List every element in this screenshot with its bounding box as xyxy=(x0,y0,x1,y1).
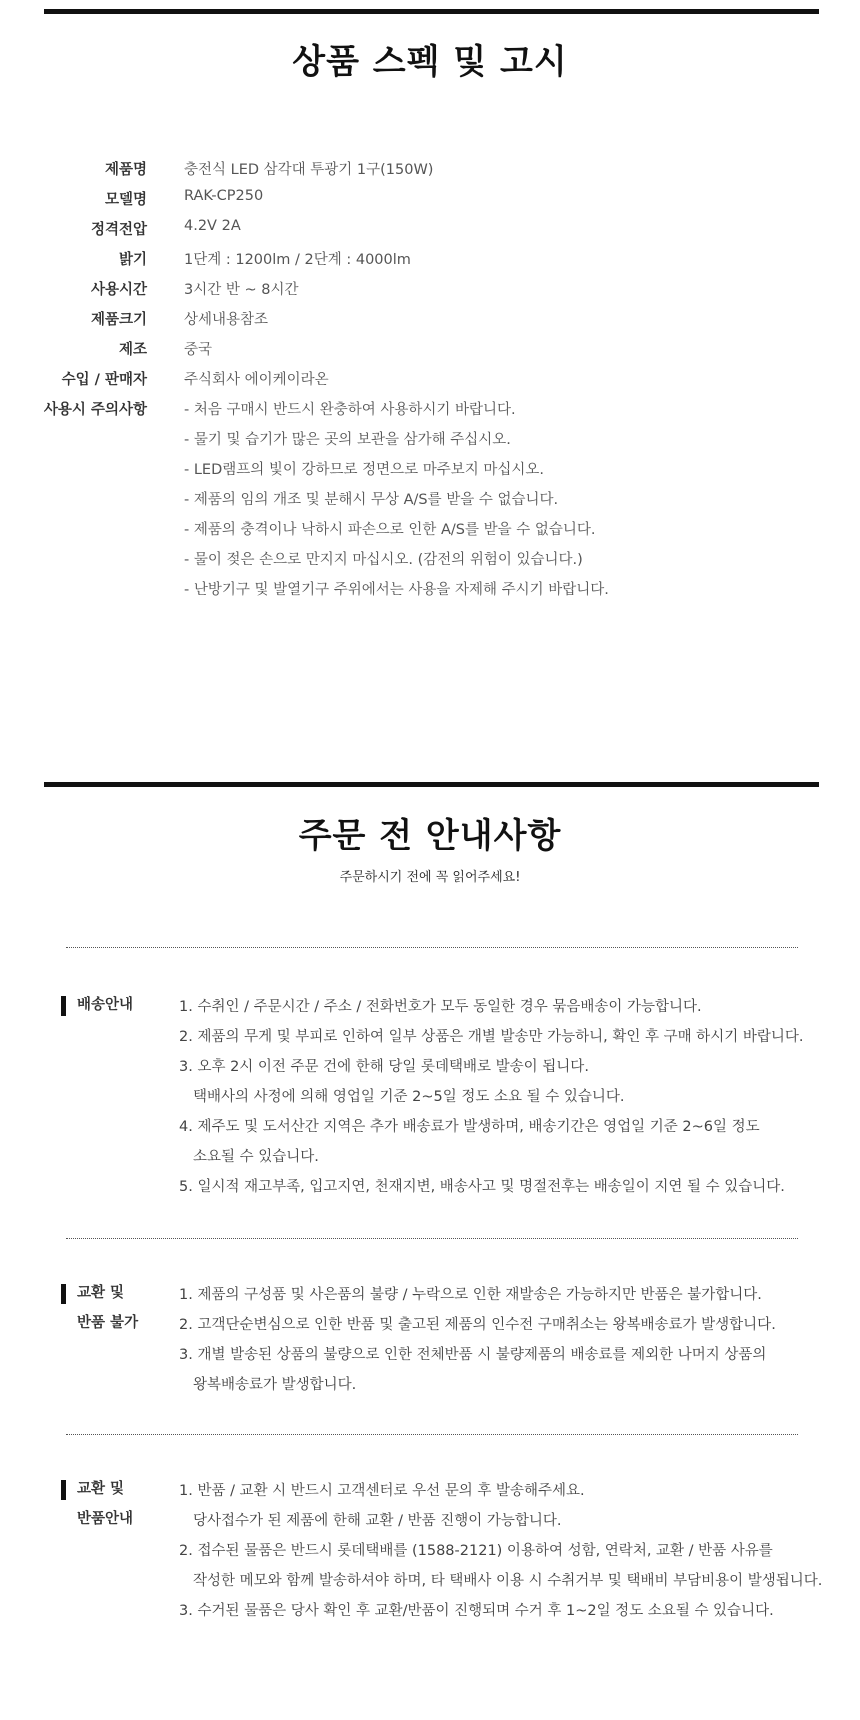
spec-value: - 제품의 임의 개조 및 분해시 무상 A/S를 받을 수 없습니다. xyxy=(184,492,559,508)
notice-line: 작성한 메모와 함께 발송하셔야 하며, 타 택배사 이용 시 수취거부 및 택배비 부담비용이 발생됩니다. xyxy=(193,1573,823,1589)
section-divider-bar xyxy=(44,9,819,14)
notice-marker-bar xyxy=(61,996,66,1016)
notice-line: 5. 일시적 재고부족, 입고지연, 천재지변, 배송사고 및 명절전후는 배송일이 지연 될 수 있습니다. xyxy=(179,1179,785,1195)
spec-row xyxy=(0,308,860,338)
dotted-divider xyxy=(66,1434,798,1435)
spec-value: - 제품의 충격이나 낙하시 파손으로 인한 A/S를 받을 수 없습니다. xyxy=(184,522,596,538)
notice-line: 3. 개별 발송된 상품의 불량으로 인한 전체반품 시 불량제품의 배송료를 제외한 나머지 상품의 xyxy=(179,1347,767,1363)
spec-value: 충전식 LED 삼각대 투광기 1구(150W) xyxy=(184,162,434,178)
order-section-title: 주문 전 안내사항 xyxy=(298,816,562,856)
spec-row xyxy=(0,428,860,458)
spec-value: 1단계 : 1200lm / 2단계 : 4000lm xyxy=(184,252,411,268)
notice-title: 교환 및 xyxy=(77,1285,125,1301)
notice-line: 3. 수거된 물품은 당사 확인 후 교환/반품이 진행되며 수거 후 1~2일 정도 소요될 수 있습니다. xyxy=(179,1603,774,1619)
spec-label: 정격전압 xyxy=(90,222,147,238)
notice-title: 교환 및 xyxy=(77,1481,125,1497)
notice-line: 2. 고객단순변심으로 인한 반품 및 출고된 제품의 인수전 구매취소는 왕복배송료가 발생합니다. xyxy=(179,1317,776,1333)
spec-row xyxy=(0,458,860,488)
spec-value: 3시간 반 ~ 8시간 xyxy=(184,282,299,298)
notice-line: 4. 제주도 및 도서산간 지역은 추가 배송료가 발생하며, 배송기간은 영업일 기준 2~6일 정도 xyxy=(179,1119,760,1135)
spec-value: 4.2V 2A xyxy=(184,218,241,234)
spec-label: 제조 xyxy=(118,342,147,358)
spec-row xyxy=(0,218,860,248)
spec-row xyxy=(0,398,860,428)
spec-section-title: 상품 스펙 및 고시 xyxy=(292,42,568,82)
notice-title: 반품 불가 xyxy=(77,1315,139,1331)
spec-row xyxy=(0,278,860,308)
spec-row xyxy=(0,338,860,368)
spec-value: - 물기 및 습기가 많은 곳의 보관을 삼가해 주십시오. xyxy=(184,432,511,448)
spec-label: 모델명 xyxy=(104,192,147,208)
section-divider-bar xyxy=(44,782,819,787)
spec-value: 상세내용참조 xyxy=(184,312,269,328)
notice-title: 반품안내 xyxy=(77,1511,134,1527)
spec-row xyxy=(0,548,860,578)
spec-value: - 난방기구 및 발열기구 주위에서는 사용을 자제해 주시기 바랍니다. xyxy=(184,582,609,598)
notice-line: 3. 오후 2시 이전 주문 건에 한해 당일 롯데택배로 발송이 됩니다. xyxy=(179,1059,589,1075)
spec-label: 제품크기 xyxy=(90,312,147,328)
notice-line: 1. 수취인 / 주문시간 / 주소 / 전화번호가 모두 동일한 경우 묶음배송이 가능합니다. xyxy=(179,999,702,1015)
notice-line: 소요될 수 있습니다. xyxy=(193,1149,319,1165)
spec-row xyxy=(0,368,860,398)
notice-line: 2. 제품의 무게 및 부피로 인하여 일부 상품은 개별 발송만 가능하니, 확인 후 구매 하시기 바랍니다. xyxy=(179,1029,804,1045)
spec-value: - 처음 구매시 반드시 완충하여 사용하시기 바랍니다. xyxy=(184,402,516,418)
spec-row xyxy=(0,578,860,608)
notice-title: 배송안내 xyxy=(77,997,134,1013)
notice-line: 당사접수가 된 제품에 한해 교환 / 반품 진행이 가능합니다. xyxy=(193,1513,562,1529)
spec-value: - LED램프의 빛이 강하므로 정면으로 마주보지 마십시오. xyxy=(184,462,545,478)
notice-line: 1. 제품의 구성품 및 사은품의 불량 / 누락으로 인한 재발송은 가능하지만 반품은 불가합니다. xyxy=(179,1287,762,1303)
spec-label: 사용시간 xyxy=(90,282,147,298)
notice-line: 왕복배송료가 발생합니다. xyxy=(193,1377,357,1393)
spec-row xyxy=(0,188,860,218)
notice-line: 2. 접수된 물품은 반드시 롯데택배를 (1588-2121) 이용하여 성함, 연락처, 교환 / 반품 사유를 xyxy=(179,1543,773,1559)
spec-value: 주식회사 에이케이라온 xyxy=(184,372,329,388)
spec-row xyxy=(0,488,860,518)
spec-value: - 물이 젖은 손으로 만지지 마십시오. (감전의 위험이 있습니다.) xyxy=(184,552,583,568)
dotted-divider xyxy=(66,947,798,948)
spec-label: 사용시 주의사항 xyxy=(43,402,147,418)
order-section-subtitle: 주문하시기 전에 꼭 읽어주세요! xyxy=(339,870,521,885)
spec-value: RAK-CP250 xyxy=(184,188,264,204)
notice-line: 1. 반품 / 교환 시 반드시 고객센터로 우선 문의 후 발송해주세요. xyxy=(179,1483,585,1499)
spec-row xyxy=(0,158,860,188)
dotted-divider xyxy=(66,1238,798,1239)
notice-marker-bar xyxy=(61,1284,66,1304)
spec-label: 제품명 xyxy=(104,162,147,178)
notice-marker-bar xyxy=(61,1480,66,1500)
spec-row xyxy=(0,518,860,548)
spec-label: 밝기 xyxy=(118,252,147,268)
notice-line: 택배사의 사정에 의해 영업일 기준 2~5일 정도 소요 될 수 있습니다. xyxy=(193,1089,625,1105)
spec-label: 수입 / 판매자 xyxy=(61,372,147,388)
spec-row xyxy=(0,248,860,278)
spec-value: 중국 xyxy=(184,342,213,358)
